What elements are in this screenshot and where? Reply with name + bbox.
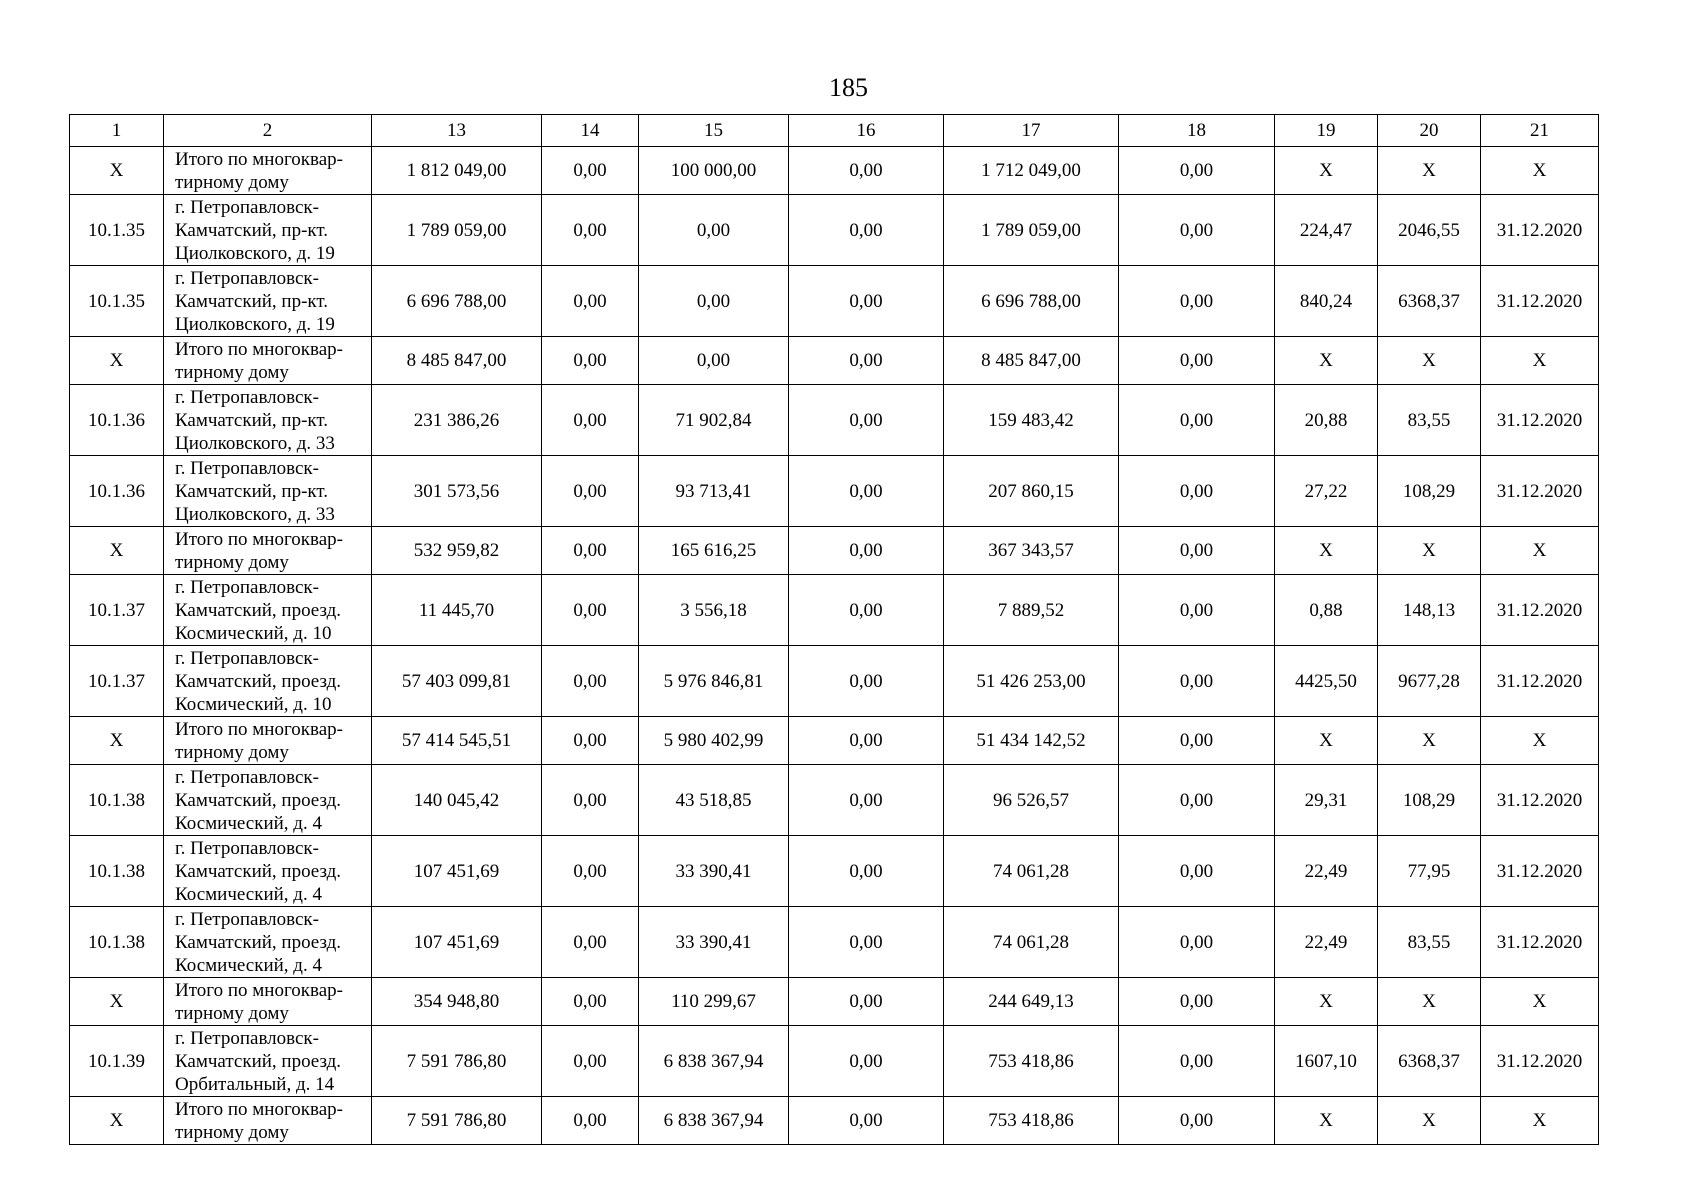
header-row: [70, 115, 1599, 147]
col20-cell: 83,55: [1378, 907, 1481, 978]
row-number-cell: 10.1.38: [70, 907, 164, 978]
col18-cell: 0,00: [1119, 195, 1275, 266]
col13-cell: 1 789 059,00: [372, 195, 542, 266]
table-row: [70, 575, 1599, 646]
address-line: Космический, д. 4: [175, 812, 322, 834]
address-line: Циолковского, д. 33: [175, 503, 335, 525]
col15-cell: 0,00: [639, 337, 789, 385]
col20-cell: 108,29: [1378, 765, 1481, 836]
col18-cell: 0,00: [1119, 1097, 1275, 1145]
row-number-cell: 10.1.35: [70, 266, 164, 337]
total-row: [70, 527, 1599, 575]
col21-cell: 31.12.2020: [1481, 195, 1599, 266]
address-cell: [164, 836, 372, 907]
col14-cell: 0,00: [542, 575, 639, 646]
col14-cell: 0,00: [542, 1026, 639, 1097]
address-line: тирному дому: [175, 741, 289, 763]
address-cell: [164, 337, 372, 385]
col18-cell: 0,00: [1119, 456, 1275, 527]
address-line: тирному дому: [175, 1121, 289, 1143]
col15-cell: 6 838 367,94: [639, 1026, 789, 1097]
col16-cell: 0,00: [789, 646, 944, 717]
table-row: [70, 385, 1599, 456]
col21-cell: 31.12.2020: [1481, 1026, 1599, 1097]
col16-cell: 0,00: [789, 717, 944, 765]
col20-cell: 83,55: [1378, 385, 1481, 456]
col16-cell: 0,00: [789, 195, 944, 266]
address-cell: [164, 717, 372, 765]
col21-cell: 31.12.2020: [1481, 456, 1599, 527]
col16-cell: 0,00: [789, 456, 944, 527]
address-line: Камчатский, пр-кт.: [175, 219, 329, 241]
address-line: г. Петропавловск-: [175, 457, 319, 479]
row-number-cell: X: [70, 147, 164, 195]
col17-cell: 753 418,86: [944, 1097, 1119, 1145]
col15-cell: 3 556,18: [639, 575, 789, 646]
col14-cell: 0,00: [542, 266, 639, 337]
col13-cell: 57 403 099,81: [372, 646, 542, 717]
col20-cell: 2046,55: [1378, 195, 1481, 266]
table-row: [70, 836, 1599, 907]
col18-cell: 0,00: [1119, 978, 1275, 1026]
address-line: Итого по многоквар-: [175, 1098, 343, 1120]
col16-cell: 0,00: [789, 527, 944, 575]
address-line: тирному дому: [175, 361, 289, 383]
address-line: Итого по многоквар-: [175, 338, 343, 360]
header-cell-14: 14: [542, 115, 639, 147]
col18-cell: 0,00: [1119, 385, 1275, 456]
col20-cell: 148,13: [1378, 575, 1481, 646]
address-line: Камчатский, проезд.: [175, 860, 342, 882]
col19-cell: X: [1275, 527, 1378, 575]
col13-cell: 7 591 786,80: [372, 1026, 542, 1097]
col21-cell: 31.12.2020: [1481, 385, 1599, 456]
col16-cell: 0,00: [789, 765, 944, 836]
col21-cell: X: [1481, 147, 1599, 195]
row-number-cell: X: [70, 978, 164, 1026]
col20-cell: 6368,37: [1378, 266, 1481, 337]
address-line: Циолковского, д. 19: [175, 242, 335, 264]
address-line: Циолковского, д. 19: [175, 313, 335, 335]
address-line: Камчатский, пр-кт.: [175, 409, 329, 431]
address-cell: [164, 195, 372, 266]
address-line: тирному дому: [175, 551, 289, 573]
row-number-cell: 10.1.36: [70, 385, 164, 456]
address-line: Космический, д. 10: [175, 622, 332, 644]
total-row: [70, 147, 1599, 195]
col16-cell: 0,00: [789, 907, 944, 978]
header-cell-1: 1: [70, 115, 164, 147]
col16-cell: 0,00: [789, 385, 944, 456]
row-number-cell: X: [70, 1097, 164, 1145]
col20-cell: X: [1378, 337, 1481, 385]
col18-cell: 0,00: [1119, 337, 1275, 385]
address-cell: [164, 527, 372, 575]
table-row: [70, 456, 1599, 527]
col16-cell: 0,00: [789, 575, 944, 646]
row-number-cell: X: [70, 337, 164, 385]
col17-cell: 74 061,28: [944, 836, 1119, 907]
col20-cell: X: [1378, 147, 1481, 195]
col18-cell: 0,00: [1119, 147, 1275, 195]
address-line: г. Петропавловск-: [175, 386, 319, 408]
address-cell: [164, 907, 372, 978]
col13-cell: 6 696 788,00: [372, 266, 542, 337]
address-cell: [164, 147, 372, 195]
col14-cell: 0,00: [542, 385, 639, 456]
col18-cell: 0,00: [1119, 646, 1275, 717]
header-cell-13: 13: [372, 115, 542, 147]
col20-cell: X: [1378, 717, 1481, 765]
table-row: [70, 907, 1599, 978]
col19-cell: 0,88: [1275, 575, 1378, 646]
col15-cell: 93 713,41: [639, 456, 789, 527]
col21-cell: 31.12.2020: [1481, 575, 1599, 646]
row-number-cell: 10.1.38: [70, 765, 164, 836]
address-line: Камчатский, проезд.: [175, 1050, 342, 1072]
address-cell: [164, 575, 372, 646]
row-number-cell: 10.1.38: [70, 836, 164, 907]
col14-cell: 0,00: [542, 337, 639, 385]
col19-cell: 20,88: [1275, 385, 1378, 456]
header-cell-15: 15: [639, 115, 789, 147]
col18-cell: 0,00: [1119, 266, 1275, 337]
total-row: [70, 978, 1599, 1026]
address-line: Камчатский, пр-кт.: [175, 480, 329, 502]
col13-cell: 57 414 545,51: [372, 717, 542, 765]
col15-cell: 0,00: [639, 195, 789, 266]
col20-cell: 9677,28: [1378, 646, 1481, 717]
address-line: г. Петропавловск-: [175, 196, 319, 218]
row-number-cell: X: [70, 717, 164, 765]
row-number-cell: 10.1.39: [70, 1026, 164, 1097]
col14-cell: 0,00: [542, 717, 639, 765]
address-line: г. Петропавловск-: [175, 908, 319, 930]
col13-cell: 231 386,26: [372, 385, 542, 456]
table-row: [70, 646, 1599, 717]
col15-cell: 165 616,25: [639, 527, 789, 575]
col17-cell: 244 649,13: [944, 978, 1119, 1026]
data-table: [69, 114, 1599, 1145]
col19-cell: 22,49: [1275, 907, 1378, 978]
col16-cell: 0,00: [789, 978, 944, 1026]
total-row: [70, 717, 1599, 765]
col13-cell: 532 959,82: [372, 527, 542, 575]
col14-cell: 0,00: [542, 907, 639, 978]
col17-cell: 1 789 059,00: [944, 195, 1119, 266]
col16-cell: 0,00: [789, 836, 944, 907]
address-cell: [164, 1097, 372, 1145]
col15-cell: 5 980 402,99: [639, 717, 789, 765]
address-cell: [164, 765, 372, 836]
col19-cell: X: [1275, 717, 1378, 765]
col14-cell: 0,00: [542, 646, 639, 717]
address-line: Итого по многоквар-: [175, 979, 343, 1001]
col19-cell: 224,47: [1275, 195, 1378, 266]
header-cell-19: 19: [1275, 115, 1378, 147]
col16-cell: 0,00: [789, 266, 944, 337]
col16-cell: 0,00: [789, 1097, 944, 1145]
col18-cell: 0,00: [1119, 1026, 1275, 1097]
col18-cell: 0,00: [1119, 717, 1275, 765]
col19-cell: X: [1275, 1097, 1378, 1145]
col15-cell: 33 390,41: [639, 836, 789, 907]
row-number-cell: 10.1.35: [70, 195, 164, 266]
col21-cell: 31.12.2020: [1481, 266, 1599, 337]
col13-cell: 1 812 049,00: [372, 147, 542, 195]
col13-cell: 107 451,69: [372, 907, 542, 978]
col19-cell: 1607,10: [1275, 1026, 1378, 1097]
col17-cell: 51 426 253,00: [944, 646, 1119, 717]
address-line: Камчатский, проезд.: [175, 599, 342, 621]
col15-cell: 33 390,41: [639, 907, 789, 978]
address-cell: [164, 456, 372, 527]
col15-cell: 6 838 367,94: [639, 1097, 789, 1145]
address-cell: [164, 646, 372, 717]
col20-cell: 77,95: [1378, 836, 1481, 907]
col13-cell: 301 573,56: [372, 456, 542, 527]
col13-cell: 11 445,70: [372, 575, 542, 646]
col17-cell: 159 483,42: [944, 385, 1119, 456]
col17-cell: 6 696 788,00: [944, 266, 1119, 337]
address-line: Камчатский, проезд.: [175, 789, 342, 811]
col15-cell: 100 000,00: [639, 147, 789, 195]
col17-cell: 51 434 142,52: [944, 717, 1119, 765]
address-line: Итого по многоквар-: [175, 718, 343, 740]
col18-cell: 0,00: [1119, 836, 1275, 907]
address-line: г. Петропавловск-: [175, 1027, 319, 1049]
col19-cell: 29,31: [1275, 765, 1378, 836]
col17-cell: 8 485 847,00: [944, 337, 1119, 385]
col15-cell: 43 518,85: [639, 765, 789, 836]
col14-cell: 0,00: [542, 765, 639, 836]
header-cell-17: 17: [944, 115, 1119, 147]
address-line: тирному дому: [175, 1002, 289, 1024]
header-cell-18: 18: [1119, 115, 1275, 147]
col20-cell: X: [1378, 978, 1481, 1026]
col18-cell: 0,00: [1119, 527, 1275, 575]
row-number-cell: 10.1.37: [70, 646, 164, 717]
col20-cell: X: [1378, 527, 1481, 575]
header-cell-21: 21: [1481, 115, 1599, 147]
col15-cell: 71 902,84: [639, 385, 789, 456]
col17-cell: 7 889,52: [944, 575, 1119, 646]
address-line: Итого по многоквар-: [175, 528, 343, 550]
address-line: Космический, д. 4: [175, 883, 322, 905]
col19-cell: 27,22: [1275, 456, 1378, 527]
col21-cell: X: [1481, 337, 1599, 385]
header-cell-16: 16: [789, 115, 944, 147]
col14-cell: 0,00: [542, 456, 639, 527]
col18-cell: 0,00: [1119, 907, 1275, 978]
row-number-cell: 10.1.36: [70, 456, 164, 527]
table-row: [70, 1026, 1599, 1097]
row-number-cell: X: [70, 527, 164, 575]
col19-cell: 840,24: [1275, 266, 1378, 337]
col13-cell: 354 948,80: [372, 978, 542, 1026]
col19-cell: X: [1275, 978, 1378, 1026]
address-line: г. Петропавловск-: [175, 576, 319, 598]
address-line: г. Петропавловск-: [175, 267, 319, 289]
address-line: тирному дому: [175, 171, 289, 193]
col16-cell: 0,00: [789, 147, 944, 195]
col21-cell: 31.12.2020: [1481, 765, 1599, 836]
address-line: г. Петропавловск-: [175, 647, 319, 669]
address-line: Космический, д. 10: [175, 693, 332, 715]
address-line: г. Петропавловск-: [175, 766, 319, 788]
total-row: [70, 337, 1599, 385]
col17-cell: 74 061,28: [944, 907, 1119, 978]
address-cell: [164, 1026, 372, 1097]
col17-cell: 367 343,57: [944, 527, 1119, 575]
col21-cell: X: [1481, 1097, 1599, 1145]
header-cell-2: 2: [164, 115, 372, 147]
table-row: [70, 765, 1599, 836]
col13-cell: 140 045,42: [372, 765, 542, 836]
col21-cell: X: [1481, 978, 1599, 1026]
col14-cell: 0,00: [542, 836, 639, 907]
col19-cell: 4425,50: [1275, 646, 1378, 717]
col16-cell: 0,00: [789, 1026, 944, 1097]
address-cell: [164, 385, 372, 456]
col21-cell: X: [1481, 527, 1599, 575]
header-cell-20: 20: [1378, 115, 1481, 147]
address-cell: [164, 978, 372, 1026]
col17-cell: 207 860,15: [944, 456, 1119, 527]
total-row: [70, 1097, 1599, 1145]
address-line: Камчатский, пр-кт.: [175, 290, 329, 312]
col16-cell: 0,00: [789, 337, 944, 385]
col18-cell: 0,00: [1119, 575, 1275, 646]
table-row: [70, 195, 1599, 266]
col21-cell: 31.12.2020: [1481, 907, 1599, 978]
col13-cell: 8 485 847,00: [372, 337, 542, 385]
table-row: [70, 266, 1599, 337]
col21-cell: 31.12.2020: [1481, 836, 1599, 907]
col14-cell: 0,00: [542, 978, 639, 1026]
address-line: Космический, д. 4: [175, 954, 322, 976]
col19-cell: 22,49: [1275, 836, 1378, 907]
address-line: Циолковского, д. 33: [175, 432, 335, 454]
col18-cell: 0,00: [1119, 765, 1275, 836]
col21-cell: 31.12.2020: [1481, 646, 1599, 717]
col19-cell: X: [1275, 337, 1378, 385]
address-line: Камчатский, проезд.: [175, 931, 342, 953]
col20-cell: X: [1378, 1097, 1481, 1145]
table-body: [70, 115, 1599, 1145]
col13-cell: 7 591 786,80: [372, 1097, 542, 1145]
address-line: Камчатский, проезд.: [175, 670, 342, 692]
col20-cell: 108,29: [1378, 456, 1481, 527]
col14-cell: 0,00: [542, 147, 639, 195]
col20-cell: 6368,37: [1378, 1026, 1481, 1097]
col14-cell: 0,00: [542, 195, 639, 266]
col15-cell: 5 976 846,81: [639, 646, 789, 717]
address-line: Орбитальный, д. 14: [175, 1073, 335, 1095]
col19-cell: X: [1275, 147, 1378, 195]
col21-cell: X: [1481, 717, 1599, 765]
col14-cell: 0,00: [542, 1097, 639, 1145]
row-number-cell: 10.1.37: [70, 575, 164, 646]
col15-cell: 0,00: [639, 266, 789, 337]
col14-cell: 0,00: [542, 527, 639, 575]
address-cell: [164, 266, 372, 337]
address-line: г. Петропавловск-: [175, 837, 319, 859]
col17-cell: 1 712 049,00: [944, 147, 1119, 195]
page-number: 185: [829, 73, 868, 102]
col17-cell: 96 526,57: [944, 765, 1119, 836]
col17-cell: 753 418,86: [944, 1026, 1119, 1097]
col15-cell: 110 299,67: [639, 978, 789, 1026]
col13-cell: 107 451,69: [372, 836, 542, 907]
address-line: Итого по многоквар-: [175, 148, 343, 170]
